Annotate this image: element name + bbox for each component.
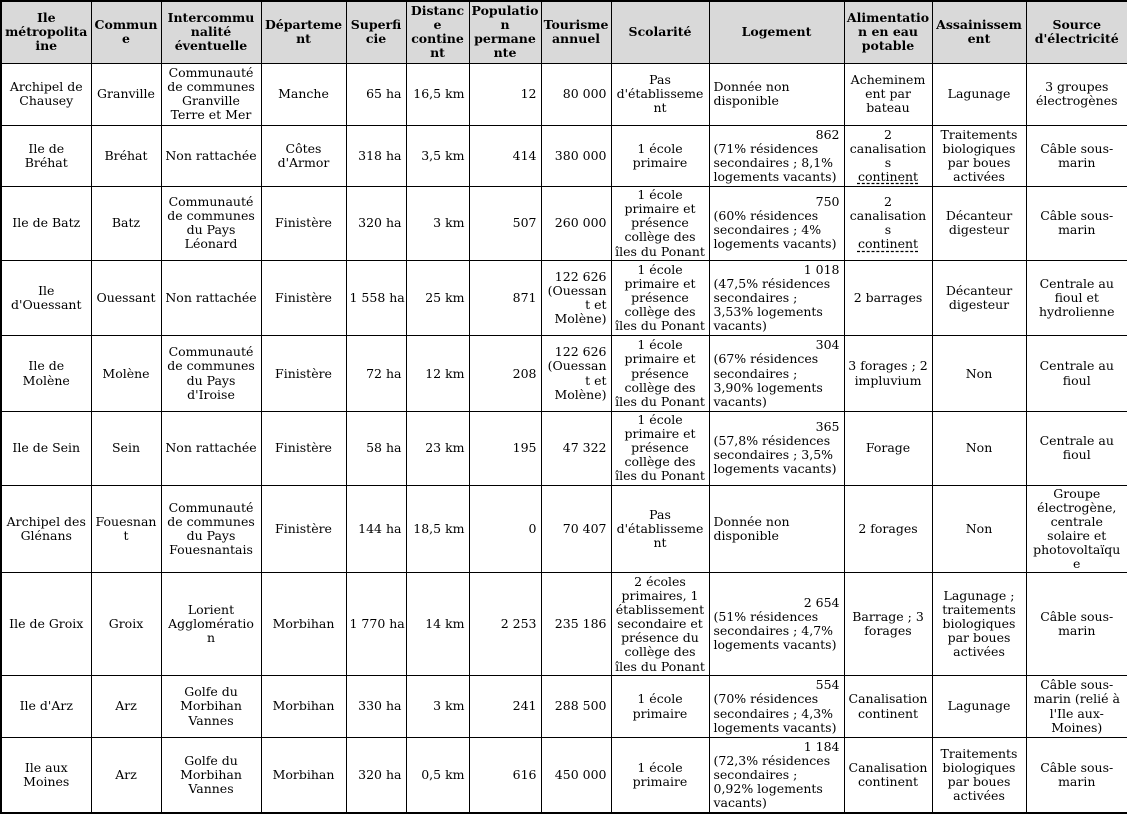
cell-population: 871 [469, 260, 541, 336]
cell-departement: Finistère [261, 260, 346, 336]
cell-ile: Archipel de Chausey [1, 63, 91, 125]
cell-assainissement: Lagunage ; traitements biologiques par boues activées [932, 573, 1026, 676]
cell-scolarite: 2 écoles primaires, 1 établissement secondaire et présence du collège des îles du Ponant [611, 573, 709, 676]
logement-total: 365 [815, 418, 840, 434]
cell-assainissement: Décanteur digesteur [932, 260, 1026, 336]
cell-scolarite: 1 école primaire [611, 125, 709, 187]
cell-distance: 25 km [406, 260, 469, 336]
cell-distance: 18,5 km [406, 485, 469, 573]
cell-departement: Manche [261, 63, 346, 125]
cell-intercommunalite: Non rattachée [161, 260, 261, 336]
cell-eau [844, 485, 932, 573]
table-row [1, 125, 1127, 187]
cell-superficie: 1 770 ha [346, 573, 406, 676]
cell-assainissement: Non [932, 411, 1026, 485]
cell-departement: Morbihan [261, 737, 346, 813]
cell-source-electricite: 3 groupes électrogènes [1026, 63, 1127, 125]
header-row [1, 1, 1127, 63]
cell-ile: Ile aux Moines [1, 737, 91, 813]
cell-superficie: 330 ha [346, 676, 406, 738]
cell-commune: Fouesnant [91, 485, 161, 573]
eau-main: Acheminement par bateau [850, 71, 926, 116]
cell-logement [709, 336, 844, 412]
cell-population: 2 253 [469, 573, 541, 676]
cell-scolarite: 1 école primaire et présence collège des îles du Ponant [611, 411, 709, 485]
cell-eau [844, 676, 932, 738]
cell-superficie: 318 ha [346, 125, 406, 187]
column-header-scolarite: Scolarité [611, 1, 709, 63]
logement-detail: (72,3% résidences secondaires ; 0,92% logements vacants) [713, 752, 831, 811]
cell-distance: 3,5 km [406, 125, 469, 187]
cell-scolarite: Pas d'établissement [611, 63, 709, 125]
eau-main: Forage [865, 440, 911, 456]
cell-tourisme: 380 000 [541, 125, 611, 187]
cell-commune: Batz [91, 187, 161, 261]
cell-scolarite: 1 école primaire [611, 737, 709, 813]
eau-main: 2 forages [858, 520, 918, 536]
cell-assainissement: Traitements biologiques par boues activées [932, 737, 1026, 813]
cell-logement [709, 737, 844, 813]
cell-superficie: 1 558 ha [346, 260, 406, 336]
eau-main: 2 canalisations [849, 126, 927, 170]
logement-total: 1 018 [803, 261, 840, 277]
cell-population: 12 [469, 63, 541, 125]
cell-assainissement: Non [932, 336, 1026, 412]
cell-intercommunalite: Lorient Agglomération [161, 573, 261, 676]
cell-assainissement: Traitements biologiques par boues activées [932, 125, 1026, 187]
cell-tourisme: 260 000 [541, 187, 611, 261]
cell-eau [844, 336, 932, 412]
cell-commune: Sein [91, 411, 161, 485]
cell-tourisme: 450 000 [541, 737, 611, 813]
logement-total: 1 184 [803, 738, 840, 754]
cell-eau [844, 737, 932, 813]
cell-population: 208 [469, 336, 541, 412]
cell-distance: 3 km [406, 676, 469, 738]
column-header-superficie: Superficie [346, 1, 406, 63]
cell-assainissement: Lagunage [932, 63, 1026, 125]
logement-detail: Donnée non disponible [713, 78, 790, 108]
cell-eau [844, 260, 932, 336]
logement-detail: Donnée non disponible [713, 513, 790, 543]
cell-intercommunalite: Golfe du Morbihan Vannes [161, 737, 261, 813]
cell-tourisme: 70 407 [541, 485, 611, 573]
table-row [1, 260, 1127, 336]
column-header-departement: Département [261, 1, 346, 63]
cell-intercommunalite: Communauté de communes du Pays d'Iroise [161, 336, 261, 412]
cell-ile: Ile d'Ouessant [1, 260, 91, 336]
cell-distance: 14 km [406, 573, 469, 676]
table-row [1, 737, 1127, 813]
cell-assainissement: Lagunage [932, 676, 1026, 738]
cell-logement [709, 125, 844, 187]
eau-underlined: continent [857, 168, 919, 184]
cell-source-electricite: Groupe électrogène, centrale solaire et photovoltaïque [1026, 485, 1127, 573]
logement-detail: (51% résidences secondaires ; 4,7% logements vacants) [713, 609, 837, 653]
eau-main: Canalisation continent [848, 759, 928, 790]
column-header-population: Population permanente [469, 1, 541, 63]
cell-departement: Morbihan [261, 676, 346, 738]
cell-logement [709, 187, 844, 261]
cell-source-electricite: Centrale au fioul et hydrolienne [1026, 260, 1127, 336]
cell-source-electricite: Câble sous-marin [1026, 737, 1127, 813]
logement-detail: (70% résidences secondaires ; 4,3% logements vacants) [713, 691, 837, 735]
logement-detail: (71% résidences secondaires ; 8,1% logements vacants) [713, 140, 837, 184]
cell-intercommunalite: Golfe du Morbihan Vannes [161, 676, 261, 738]
eau-main: 3 forages ; 2 impluvium [848, 358, 928, 388]
cell-eau [844, 411, 932, 485]
cell-ile: Ile de Bréhat [1, 125, 91, 187]
cell-superficie: 65 ha [346, 63, 406, 125]
logement-detail: (67% résidences secondaires ; 3,90% logements vacants) [713, 351, 823, 409]
logement-total: 862 [815, 126, 840, 142]
cell-commune: Bréhat [91, 125, 161, 187]
column-header-electricite: Source d'électricité [1026, 1, 1127, 63]
column-header-intercommunalite: Intercommunalité éventuelle [161, 1, 261, 63]
cell-superficie: 320 ha [346, 187, 406, 261]
cell-population: 414 [469, 125, 541, 187]
column-header-commune: Commune [91, 1, 161, 63]
cell-tourisme: 288 500 [541, 676, 611, 738]
cell-ile: Archipel des Glénans [1, 485, 91, 573]
cell-eau [844, 63, 932, 125]
cell-source-electricite: Centrale au fioul [1026, 336, 1127, 412]
table-row [1, 336, 1127, 412]
table-row [1, 187, 1127, 261]
cell-commune: Groix [91, 573, 161, 676]
cell-commune: Arz [91, 737, 161, 813]
cell-source-electricite: Centrale au fioul [1026, 411, 1127, 485]
cell-superficie: 72 ha [346, 336, 406, 412]
cell-ile: Ile de Molène [1, 336, 91, 412]
cell-population: 507 [469, 187, 541, 261]
cell-distance: 0,5 km [406, 737, 469, 813]
cell-ile: Ile de Sein [1, 411, 91, 485]
column-header-logement: Logement [709, 1, 844, 63]
table-row [1, 676, 1127, 738]
table-row [1, 573, 1127, 676]
cell-eau [844, 573, 932, 676]
column-header-distance: Distance continent [406, 1, 469, 63]
cell-intercommunalite: Communauté de communes Granville Terre et Mer [161, 63, 261, 125]
logement-total: 2 654 [803, 595, 840, 610]
cell-population: 241 [469, 676, 541, 738]
cell-intercommunalite: Non rattachée [161, 411, 261, 485]
cell-intercommunalite: Communauté de communes du Pays Fouesnantais [161, 485, 261, 573]
cell-scolarite: 1 école primaire [611, 676, 709, 738]
cell-commune: Molène [91, 336, 161, 412]
cell-tourisme: 122 626 (Ouessant et Molène) [541, 336, 611, 412]
cell-population: 616 [469, 737, 541, 813]
cell-departement: Côtes d'Armor [261, 125, 346, 187]
cell-logement [709, 573, 844, 676]
cell-distance: 12 km [406, 336, 469, 412]
cell-distance: 3 km [406, 187, 469, 261]
cell-tourisme: 122 626 (Ouessant et Molène) [541, 260, 611, 336]
cell-superficie: 58 ha [346, 411, 406, 485]
cell-departement: Finistère [261, 187, 346, 261]
cell-population: 0 [469, 485, 541, 573]
logement-total: 750 [815, 194, 840, 210]
cell-departement: Morbihan [261, 573, 346, 676]
cell-logement [709, 485, 844, 573]
cell-distance: 16,5 km [406, 63, 469, 125]
column-header-tourisme: Tourisme annuel [541, 1, 611, 63]
logement-detail: (47,5% résidences secondaires ; 3,53% logements vacants) [713, 275, 831, 334]
logement-detail: (57,8% résidences secondaires ; 3,5% logements vacants) [713, 433, 837, 477]
cell-eau [844, 125, 932, 187]
cell-source-electricite: Câble sous-marin [1026, 187, 1127, 261]
cell-ile: Ile d'Arz [1, 676, 91, 738]
table-row [1, 485, 1127, 573]
cell-scolarite: Pas d'établissement [611, 485, 709, 573]
cell-source-electricite: Câble sous-marin [1026, 573, 1127, 676]
cell-intercommunalite: Non rattachée [161, 125, 261, 187]
cell-logement [709, 676, 844, 738]
logement-total: 304 [815, 337, 840, 353]
logement-total: 554 [815, 677, 840, 693]
cell-tourisme: 80 000 [541, 63, 611, 125]
cell-source-electricite: Câble sous-marin [1026, 125, 1127, 187]
cell-distance: 23 km [406, 411, 469, 485]
cell-population: 195 [469, 411, 541, 485]
table-row [1, 63, 1127, 125]
cell-tourisme: 47 322 [541, 411, 611, 485]
cell-scolarite: 1 école primaire et présence collège des îles du Ponant [611, 260, 709, 336]
cell-superficie: 144 ha [346, 485, 406, 573]
eau-main: 2 barrages [853, 289, 923, 305]
cell-commune: Ouessant [91, 260, 161, 336]
cell-ile: Ile de Batz [1, 187, 91, 261]
cell-eau [844, 187, 932, 261]
cell-tourisme: 235 186 [541, 573, 611, 676]
cell-logement [709, 411, 844, 485]
cell-commune: Arz [91, 676, 161, 738]
cell-superficie: 320 ha [346, 737, 406, 813]
column-header-eau: Alimentation en eau potable [844, 1, 932, 63]
cell-intercommunalite: Communauté de communes du Pays Léonard [161, 187, 261, 261]
cell-departement: Finistère [261, 411, 346, 485]
column-header-assainissement: Assainissement [932, 1, 1026, 63]
logement-detail: (60% résidences secondaires ; 4% logements vacants) [713, 208, 837, 252]
eau-main: Barrage ; 3 forages [852, 609, 924, 639]
cell-scolarite: 1 école primaire et présence collège des îles du Ponant [611, 336, 709, 412]
cell-departement: Finistère [261, 336, 346, 412]
cell-logement [709, 63, 844, 125]
column-header-ile: Ile métropolitaine [1, 1, 91, 63]
cell-logement [709, 260, 844, 336]
cell-scolarite: 1 école primaire et présence collège des îles du Ponant [611, 187, 709, 261]
eau-main: Canalisation continent [848, 691, 928, 721]
cell-assainissement: Non [932, 485, 1026, 573]
table-row [1, 411, 1127, 485]
cell-ile: Ile de Groix [1, 573, 91, 676]
cell-source-electricite: Câble sous-marin (relié à l'Ile aux-Moines) [1026, 676, 1127, 738]
cell-assainissement: Décanteur digesteur [932, 187, 1026, 261]
cell-departement: Finistère [261, 485, 346, 573]
eau-underlined: continent [857, 236, 919, 252]
cell-commune: Granville [91, 63, 161, 125]
eau-main: 2 canalisations [849, 194, 927, 238]
